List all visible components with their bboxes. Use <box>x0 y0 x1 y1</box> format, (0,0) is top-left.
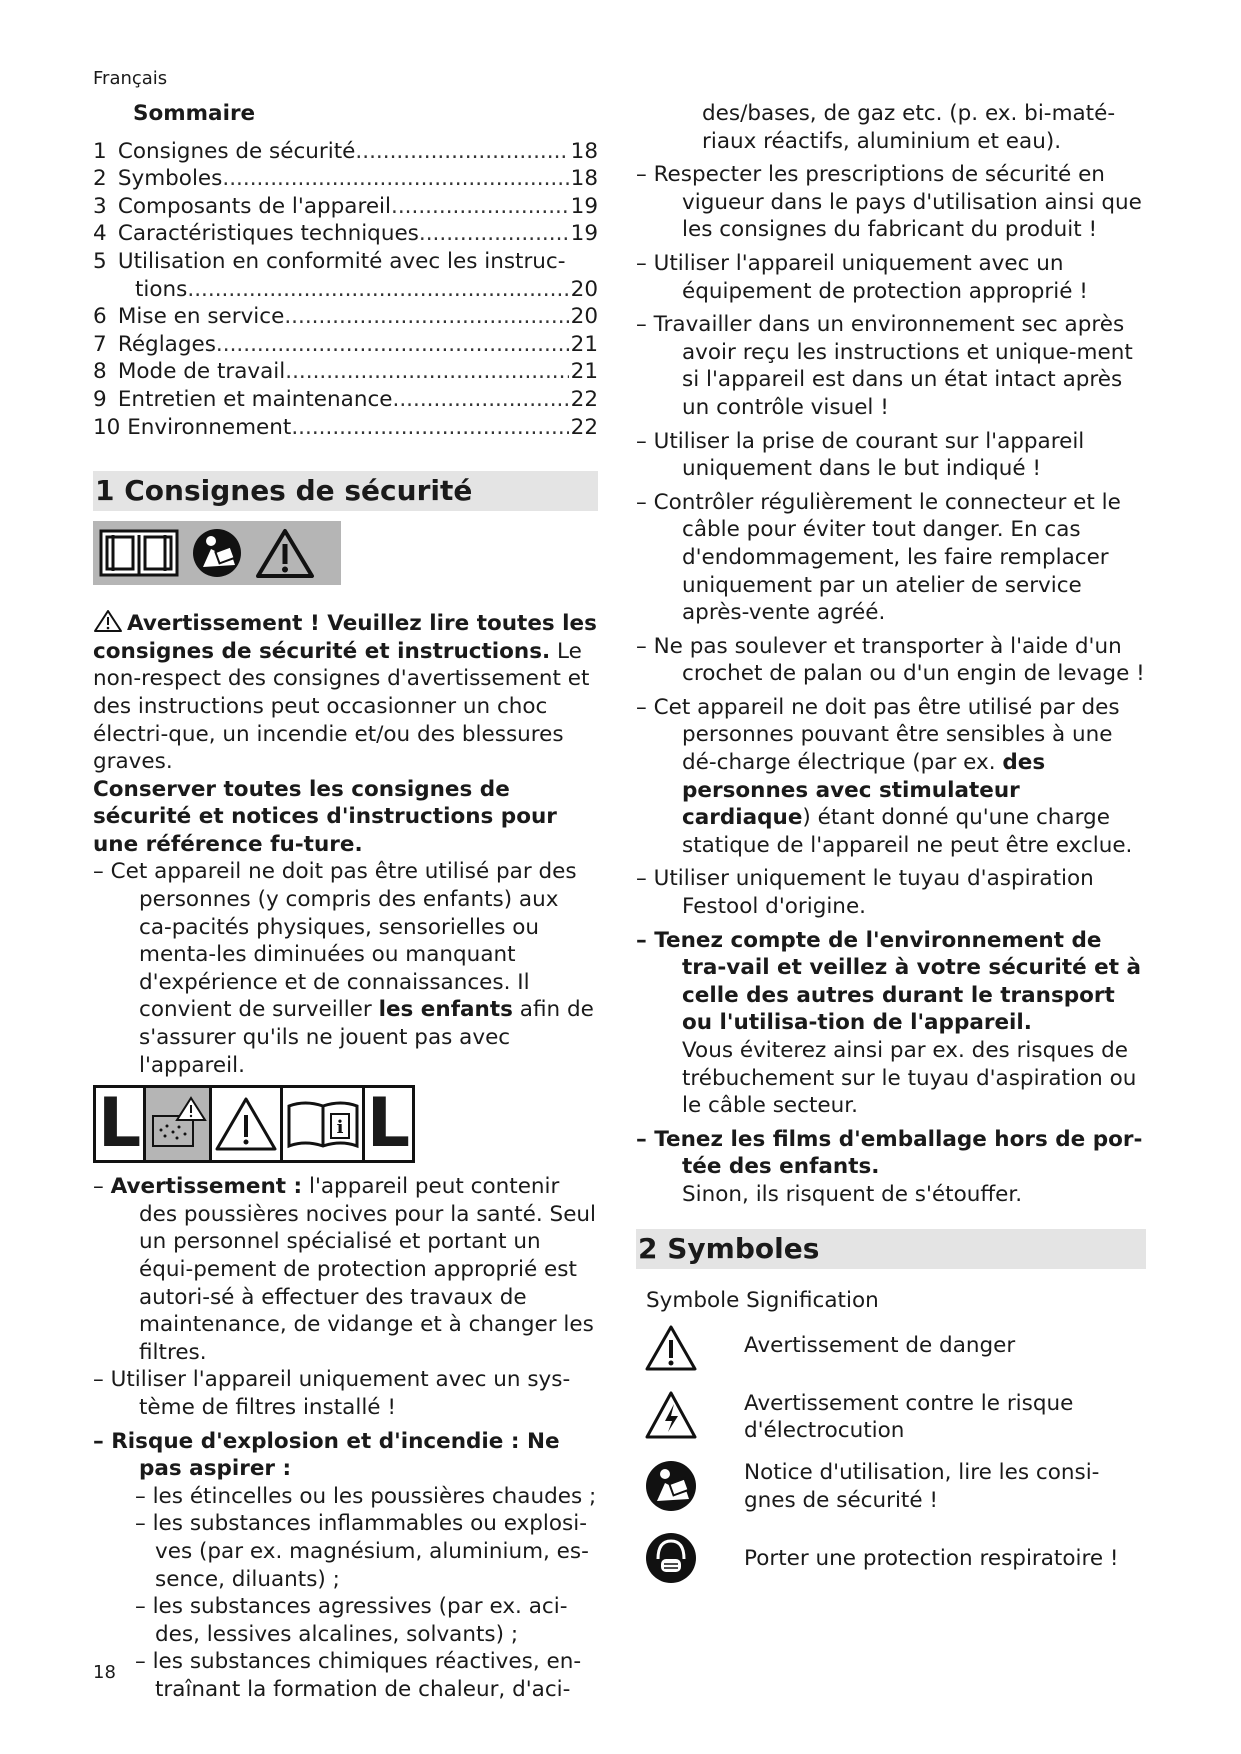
warning-text: Le non-respect des consignes d'avertissement et des instructions peut occasionner un choc électri-que, un incendie et/ou des blessures graves. <box>93 638 590 775</box>
safety-list <box>636 161 1146 688</box>
explosion-list <box>93 1483 598 1704</box>
pacemaker-warning: – Cet appareil ne doit pas être utilisé par des personnes pouvant être sensibles à une dé-charge électrique (par ex. des personnes avec stimulateur cardiaque) étant donné qu'une charge statique de l'appareil ne peut être exclue. <box>636 694 1133 858</box>
symbol-meaning: Avertissement de danger <box>744 1333 1016 1359</box>
toc-item: 6 Mise en service ..... 20 <box>93 303 598 331</box>
environment-warning: – Tenez compte de l'environnement de tra-vail et veillez à votre sécurité et à celle des autres durant le transport ou l'utilisa-tion de l'appareil. <box>636 927 1142 1036</box>
page-number: 18 <box>93 1662 116 1683</box>
toc-item: 9 Entretien et maintenance ..... 22 <box>93 386 598 414</box>
safety-list-item: – Utiliser la prise de courant sur l'appareil uniquement dans le but indiqué ! <box>636 428 1085 482</box>
explosion-continued: des/bases, de gaz etc. (p. ex. bi-maté-riaux réactifs, aluminium et eau). <box>702 101 1116 154</box>
toc-item-continued: tions ..... 20 <box>93 276 598 304</box>
toc-item: 3 Composants de l'appareil ..... 19 <box>93 193 598 221</box>
dust-class-icon-bar <box>93 1085 415 1163</box>
toc-item: 5 Utilisation en conformité avec les instruc- <box>93 248 566 274</box>
symbol-row <box>636 1324 1146 1380</box>
left-column <box>93 100 598 1704</box>
language-label: Français <box>93 68 168 89</box>
symbol-row <box>636 1390 1146 1450</box>
symbol-meaning: Notice d'utilisation, lire les consi-gnes de sécurité ! <box>744 1460 1100 1513</box>
films-text: Sinon, ils risquent de s'étouffer. <box>682 1181 1023 1207</box>
safety-list-item: – Contrôler régulièrement le connecteur et le câble pour éviter tout danger. En cas d'endommagement, les faire remplacer uniquement par un atelier de service après-vente agréé. <box>636 489 1121 626</box>
filters-warning: – Utiliser l'appareil uniquement avec un sys-tème de filtres installé ! <box>93 1367 571 1420</box>
environment-text: Vous éviterez ainsi par ex. des risques de trébuchement sur le tuyau d'aspiration ou le câble secteur. <box>682 1038 1137 1119</box>
section-1-heading: 1 Consignes de sécurité <box>93 471 598 511</box>
toc-item: 7 Réglages ..... 21 <box>93 331 598 359</box>
safety-list-item: – Travailler dans un environnement sec après avoir reçu les instructions et unique-ment si l'appareil est dans un état intact après un contrôle visuel ! <box>636 312 1133 420</box>
table-of-contents <box>93 138 598 442</box>
warning-triangle-icon <box>93 609 123 633</box>
symbol-meaning: Porter une protection respiratoire ! <box>744 1545 1119 1571</box>
keep-instructions-text: Conserver toutes les consignes de sécurité et notices d'instructions pour une référence fu-ture. <box>93 776 557 857</box>
dust-class-l-icon: L <box>96 1088 146 1160</box>
toc-item: 2 Symboles ..... 18 <box>93 165 598 193</box>
warning-triangle-icon <box>212 1088 284 1160</box>
read-manual-icon <box>189 527 245 579</box>
warning-paragraph <box>93 609 598 776</box>
dust-hazard-icon <box>146 1088 212 1160</box>
symbol-row <box>636 1531 1146 1593</box>
right-column <box>636 100 1146 1603</box>
read-manual-icon <box>644 1459 698 1513</box>
films-warning: – Tenez les films d'emballage hors de por-tée des enfants. <box>636 1126 1143 1180</box>
symbols-table-header: Symbole Signification <box>646 1287 879 1313</box>
safety-icon-bar <box>93 521 341 585</box>
warning-triangle-icon <box>644 1324 698 1372</box>
explosion-list-item: – les substances inflammables ou explosi-ves (par ex. magnésium, aluminium, es-sence, diluants) ; <box>135 1511 589 1592</box>
read-manual-info-icon <box>283 1088 364 1160</box>
toc-item: 4 Caractéristiques techniques ..... 19 <box>93 220 598 248</box>
children-warning: – Cet appareil ne doit pas être utilisé par des personnes (y compris des enfants) aux ca-pacités physiques, sensorielles ou menta-les diminuées ou manquant d'expérience et de connaissances. Il convient de surveiller les enfants afin de s'assurer qu'ils ne jouent pas avec l'appareil. <box>93 859 594 1078</box>
warning-bold-text: Avertissement ! Veuillez lire toutes les consignes de sécurité et instructions. <box>93 611 597 664</box>
explosion-heading: – Risque d'explosion et d'incendie : Ne pas aspirer : <box>93 1428 560 1482</box>
respirator-icon <box>644 1531 698 1585</box>
open-book-icon <box>99 527 179 579</box>
section-2-heading: 2 Symboles <box>636 1229 1146 1269</box>
safety-list-item: – Respecter les prescriptions de sécurité en vigueur dans le pays d'utilisation ainsi que les consignes du fabricant du produit ! <box>636 162 1142 243</box>
electric-shock-icon <box>644 1390 698 1442</box>
symbol-meaning: Avertissement contre le risque d'électrocution <box>744 1390 1074 1444</box>
toc-item: 8 Mode de travail ..... 21 <box>93 358 598 386</box>
explosion-list-item: – les substances agressives (par ex. aci-des, lessives alcalines, solvants) ; <box>135 1594 568 1647</box>
svg-text:i: i <box>336 1117 344 1139</box>
toc-title: Sommaire <box>133 101 256 126</box>
explosion-list-item: – les substances chimiques réactives, en-traînant la formation de chaleur, d'aci- <box>135 1649 582 1702</box>
warning-triangle-icon <box>255 527 315 579</box>
hose-warning: – Utiliser uniquement le tuyau d'aspiration Festool d'origine. <box>636 866 1094 920</box>
dust-class-l-icon: L <box>366 1084 411 1164</box>
dust-warning: – Avertissement : l'appareil peut contenir des poussières nocives pour la santé. Seul un personnel spécialisé et portant un équi-pement de protection approprié est autori-sé à effectuer des travaux de maintenance, de vidange et à changer les filtres. <box>93 1174 597 1365</box>
explosion-list-item: – les étincelles ou les poussières chaudes ; <box>135 1483 597 1509</box>
symbol-row <box>636 1459 1146 1521</box>
safety-list-item: – Utiliser l'appareil uniquement avec un équipement de protection approprié ! <box>636 250 1088 304</box>
toc-item: 10 Environnement ..... 22 <box>93 414 598 442</box>
safety-list-item: – Ne pas soulever et transporter à l'aide d'un crochet de palan ou d'un engin de levage ! <box>636 633 1145 687</box>
toc-item: 1 Consignes de sécurité ..... 18 <box>93 138 598 166</box>
